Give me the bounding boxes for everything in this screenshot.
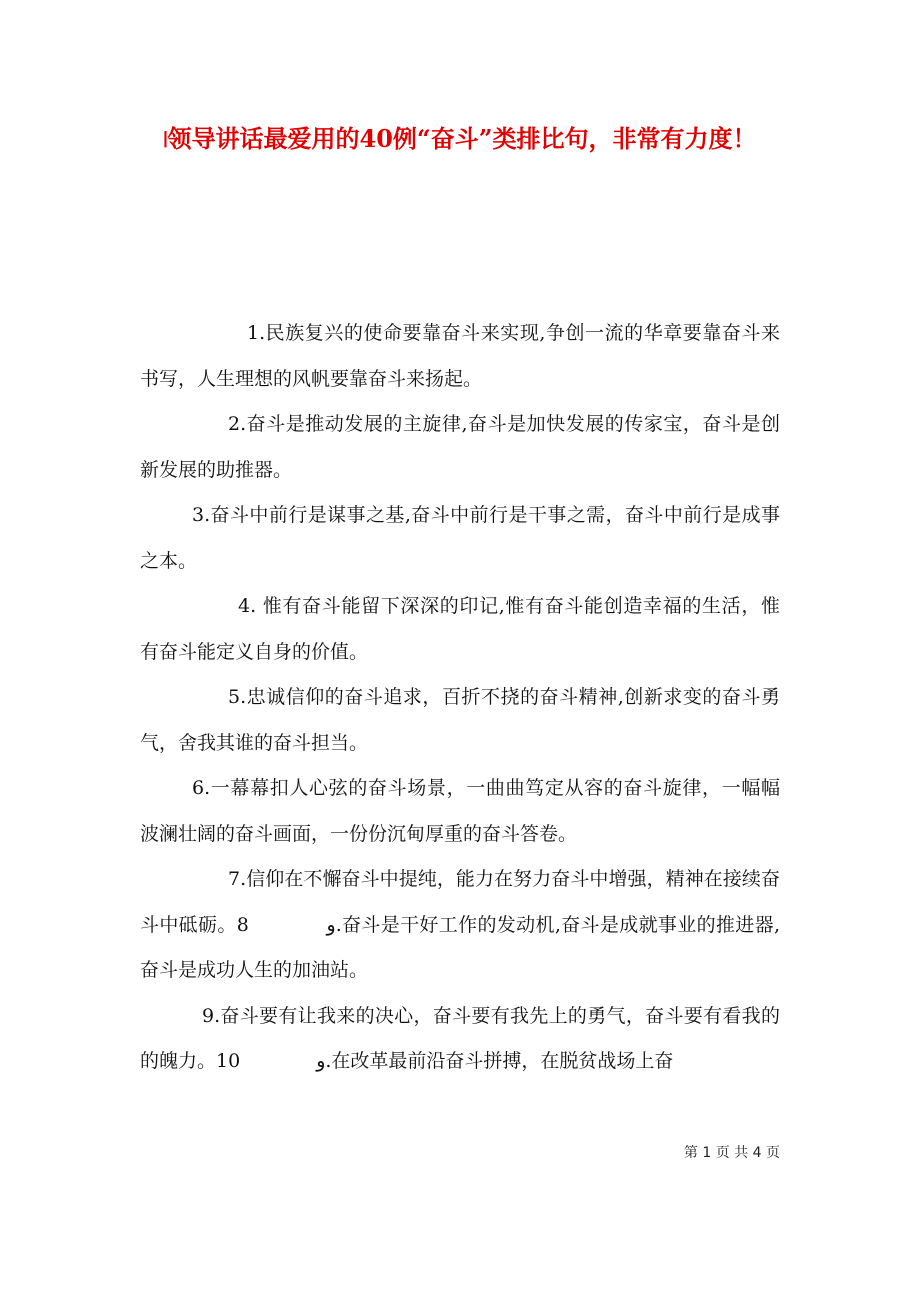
paragraph-7: 7.信仰在不懈奋斗中提纯，能力在努力奋斗中增强，精神在接续奋斗中砥砺。8 و.奋斗是干好工作的发动机,奋斗是成就事业的推进器,奋斗是成功人生的加油站。 [140,868,780,981]
paragraph-1: 1.民族复兴的使命要靠奋斗来实现,争创一流的华章要靠奋斗来书写，人生理想的风帆要靠奋斗来扬起。 [140,322,780,390]
page-footer: 第 1 页 共 4 页 [683,1145,780,1161]
document-title: ৷领导讲话最爱用的40例“奋斗”类排比句，非常有力度！ [163,124,757,153]
paragraph-5: 5.忠诚信仰的奋斗追求，百折不挠的奋斗精神,创新求变的奋斗勇气，舍我其谁的奋斗担当。 [140,686,780,754]
paragraph-8: 9.奋斗要有让我来的决心，奋斗要有我先上的勇气，奋斗要有看我的的魄力。10 و.在改革最前沿奋斗拼搏，在脱贫战场上奋 [140,1004,780,1072]
paragraph-3: 3.奋斗中前行是谋事之基,奋斗中前行是干事之需，奋斗中前行是成事之本。 [140,504,780,572]
document-body [140,311,780,1085]
paragraph-4: 4. 惟有奋斗能留下深深的印记,惟有奋斗能创造幸福的生活，惟有奋斗能定义自身的价值。 [140,595,780,663]
paragraph-2: 2.奋斗是推动发展的主旋律,奋斗是加快发展的传家宝，奋斗是创新发展的助推器。 [140,413,780,481]
paragraph-6: 6.一幕幕扣人心弦的奋斗场景，一曲曲笃定从容的奋斗旋律，一幅幅波澜壮阔的奋斗画面，一份份沉甸厚重的奋斗答卷。 [140,777,780,845]
